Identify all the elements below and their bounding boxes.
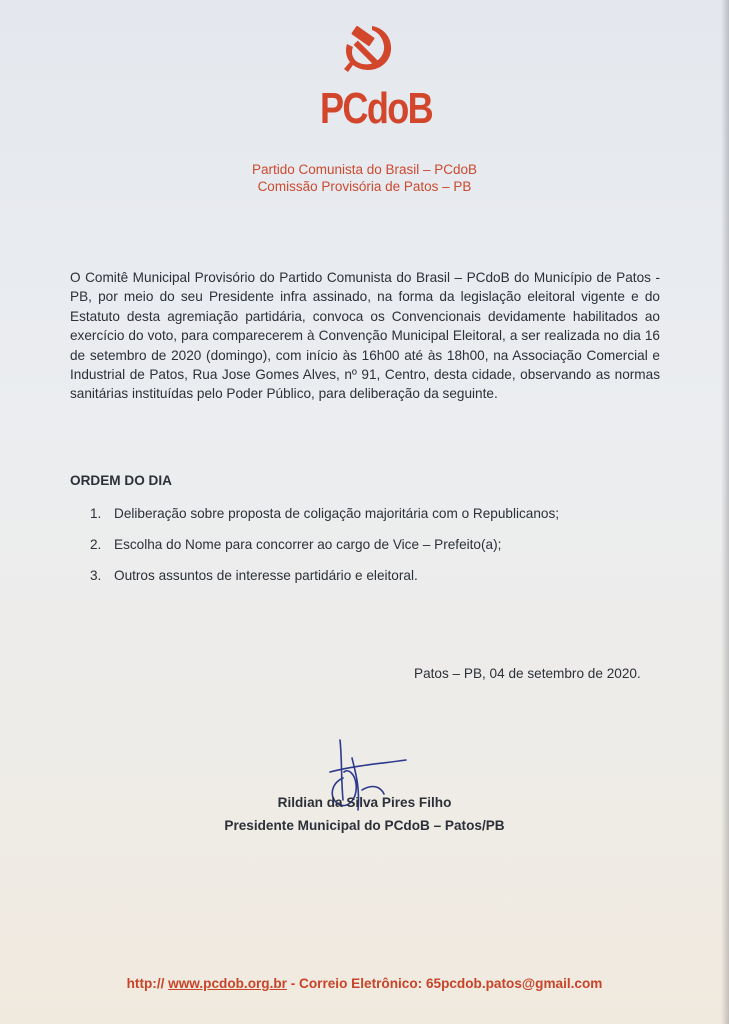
- party-header: [0, 161, 729, 195]
- agenda-list: [90, 506, 559, 599]
- footer-url-prefix: http://: [126, 976, 165, 991]
- party-name: Partido Comunista do Brasil – PCdoB: [251, 162, 478, 177]
- logo-text: PCdoB: [320, 84, 433, 133]
- commission-name: Comissão Provisória de Patos – PB: [257, 179, 472, 194]
- list-item-text: Escolha do Nome para concorrer ao cargo de Vice – Prefeito(a);: [114, 537, 502, 552]
- date-line: Patos – PB, 04 de setembro de 2020.: [414, 666, 641, 681]
- list-item-text: Outros assuntos de interesse partidário e eleitoral.: [114, 568, 418, 583]
- list-item: [90, 506, 559, 537]
- website-link[interactable]: www.pcdob.org.br: [168, 976, 287, 991]
- footer: [0, 976, 729, 991]
- list-item-number: 1.: [90, 506, 102, 521]
- footer-separator: - Correio Eletrônico:: [286, 976, 426, 991]
- signatory-title: Presidente Municipal do PCdoB – Patos/PB: [224, 818, 505, 833]
- list-item: [90, 537, 559, 568]
- list-item-text: Deliberação sobre proposta de coligação majoritária com o Republicanos;: [114, 506, 560, 521]
- list-item: [90, 568, 559, 599]
- agenda-title: ORDEM DO DIA: [70, 473, 172, 488]
- hammer-sickle-icon: [338, 22, 396, 80]
- list-item-number: 3.: [90, 568, 102, 583]
- list-item-number: 2.: [90, 537, 102, 552]
- page-edge-shadow: [721, 0, 729, 1024]
- signatory-name: Rildian da Silva Pires Filho: [277, 795, 452, 810]
- convocation-paragraph: O Comitê Municipal Provisório do Partido Comunista do Brasil – PCdoB do Município de Patos - PB, por meio do seu Presidente infra assinado, na forma da legislação eleitoral vigente e do Estatuto desta agremiação partidária, convoca os Convencionais devidamente habilitados ao exercício do voto, para comparecerem à Convenção Municipal Eleitoral, a ser realizada no dia 16 de setembro de 2020 (domingo), com início às 16h00 até às 18h00, na Associação Comercial e Industrial de Patos, Rua Jose Gomes Alves, nº 91, Centro, desta cidade, observando as normas sanitárias instituídas pelo Poder Público, para deliberação da seguinte.: [70, 270, 660, 402]
- email-address[interactable]: 65pcdob.patos@gmail.com: [425, 976, 603, 991]
- party-logo: [318, 22, 433, 133]
